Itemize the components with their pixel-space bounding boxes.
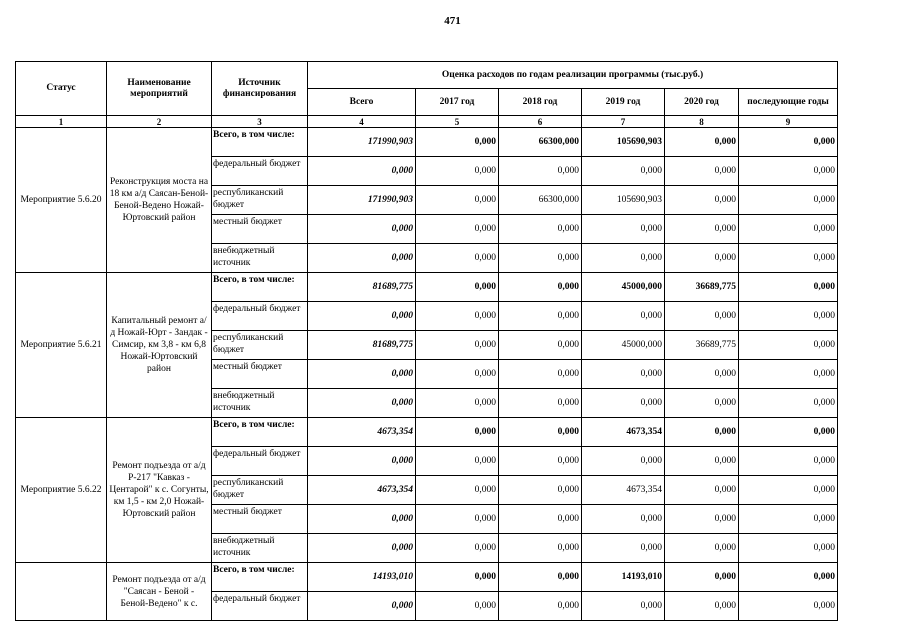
- amount-cell: 0,000: [416, 389, 499, 418]
- amount-cell: 66300,000: [499, 128, 582, 157]
- amount-cell: 0,000: [582, 505, 665, 534]
- funding-source: внебюджетный источник: [212, 389, 308, 418]
- header-year: Всего: [308, 89, 416, 116]
- header-name: Наименование мероприятий: [107, 62, 212, 116]
- amount-cell: 0,000: [665, 505, 739, 534]
- amount-cell: 0,000: [739, 534, 838, 563]
- amount-cell: 0,000: [416, 418, 499, 447]
- column-number: 1: [16, 116, 107, 128]
- funding-source: Всего, в том числе:: [212, 563, 308, 592]
- amount-cell: 0,000: [416, 128, 499, 157]
- amount-cell: 0,000: [739, 186, 838, 215]
- expenses-table: [15, 61, 838, 621]
- amount-cell: 0,000: [739, 331, 838, 360]
- amount-cell: 0,000: [582, 389, 665, 418]
- amount-cell: 0,000: [665, 360, 739, 389]
- column-number: 7: [582, 116, 665, 128]
- amount-cell: 0,000: [499, 389, 582, 418]
- amount-cell: 0,000: [665, 447, 739, 476]
- amount-cell: 0,000: [582, 302, 665, 331]
- measure-status: Мероприятие 5.6.22: [16, 418, 107, 563]
- amount-cell: 0,000: [416, 447, 499, 476]
- amount-cell: 0,000: [308, 360, 416, 389]
- amount-cell: 0,000: [416, 505, 499, 534]
- amount-cell: 0,000: [308, 592, 416, 621]
- amount-cell: 0,000: [739, 157, 838, 186]
- amount-cell: 14193,010: [308, 563, 416, 592]
- amount-cell: 0,000: [739, 418, 838, 447]
- amount-cell: 0,000: [416, 592, 499, 621]
- amount-cell: 0,000: [499, 447, 582, 476]
- amount-cell: 0,000: [308, 215, 416, 244]
- amount-cell: 0,000: [582, 244, 665, 273]
- table-row: [16, 563, 838, 592]
- page-number: 471: [444, 15, 461, 27]
- amount-cell: 0,000: [416, 273, 499, 302]
- measure-status: [16, 563, 107, 621]
- amount-cell: 14193,010: [582, 563, 665, 592]
- table-row: [16, 418, 838, 447]
- funding-source: Всего, в том числе:: [212, 273, 308, 302]
- amount-cell: 0,000: [416, 563, 499, 592]
- funding-source: федеральный бюджет: [212, 302, 308, 331]
- amount-cell: 0,000: [416, 157, 499, 186]
- amount-cell: 0,000: [739, 476, 838, 505]
- funding-source: федеральный бюджет: [212, 447, 308, 476]
- amount-cell: 0,000: [308, 389, 416, 418]
- funding-source: республиканский бюджет: [212, 476, 308, 505]
- funding-source: Всего, в том числе:: [212, 128, 308, 157]
- amount-cell: 0,000: [739, 273, 838, 302]
- amount-cell: 36689,775: [665, 331, 739, 360]
- funding-source: республиканский бюджет: [212, 186, 308, 215]
- funding-source: федеральный бюджет: [212, 157, 308, 186]
- amount-cell: 0,000: [582, 360, 665, 389]
- amount-cell: 0,000: [665, 592, 739, 621]
- column-number: 8: [665, 116, 739, 128]
- amount-cell: 66300,000: [499, 186, 582, 215]
- measure-status: Мероприятие 5.6.20: [16, 128, 107, 273]
- amount-cell: 0,000: [665, 302, 739, 331]
- amount-cell: 0,000: [499, 215, 582, 244]
- amount-cell: 0,000: [665, 418, 739, 447]
- amount-cell: 0,000: [499, 476, 582, 505]
- amount-cell: 0,000: [739, 447, 838, 476]
- amount-cell: 81689,775: [308, 273, 416, 302]
- amount-cell: 171990,903: [308, 128, 416, 157]
- amount-cell: 171990,903: [308, 186, 416, 215]
- amount-cell: 0,000: [739, 563, 838, 592]
- amount-cell: 0,000: [665, 476, 739, 505]
- amount-cell: 0,000: [665, 244, 739, 273]
- amount-cell: 4673,354: [308, 418, 416, 447]
- column-number: 5: [416, 116, 499, 128]
- amount-cell: 0,000: [499, 273, 582, 302]
- measure-name: Ремонт подъезда от а/д Р-217 "Кавказ - Центарой" к с. Согунты, км 1,5 - км 2,0 Ножай-Юртовский район: [107, 418, 212, 563]
- amount-cell: 0,000: [499, 302, 582, 331]
- table-row: [16, 128, 838, 157]
- amount-cell: 0,000: [416, 331, 499, 360]
- amount-cell: 0,000: [665, 563, 739, 592]
- column-number: 9: [739, 116, 838, 128]
- funding-source: федеральный бюджет: [212, 592, 308, 621]
- funding-source: местный бюджет: [212, 215, 308, 244]
- funding-source: местный бюджет: [212, 505, 308, 534]
- funding-source: внебюджетный источник: [212, 534, 308, 563]
- amount-cell: 0,000: [308, 302, 416, 331]
- amount-cell: 0,000: [499, 331, 582, 360]
- amount-cell: 0,000: [499, 563, 582, 592]
- amount-cell: 0,000: [739, 128, 838, 157]
- header-source: Источник финансирования: [212, 62, 308, 116]
- amount-cell: 0,000: [308, 244, 416, 273]
- amount-cell: 4673,354: [308, 476, 416, 505]
- amount-cell: 0,000: [416, 244, 499, 273]
- table-row: [16, 273, 838, 302]
- amount-cell: 45000,000: [582, 331, 665, 360]
- funding-source: местный бюджет: [212, 360, 308, 389]
- amount-cell: 36689,775: [665, 273, 739, 302]
- amount-cell: 0,000: [499, 360, 582, 389]
- amount-cell: 0,000: [308, 447, 416, 476]
- amount-cell: 0,000: [739, 389, 838, 418]
- amount-cell: 0,000: [308, 505, 416, 534]
- amount-cell: 0,000: [739, 592, 838, 621]
- amount-cell: 0,000: [416, 534, 499, 563]
- column-number: 2: [107, 116, 212, 128]
- amount-cell: 0,000: [416, 302, 499, 331]
- amount-cell: 0,000: [582, 447, 665, 476]
- funding-source: Всего, в том числе:: [212, 418, 308, 447]
- amount-cell: 0,000: [739, 360, 838, 389]
- amount-cell: 81689,775: [308, 331, 416, 360]
- amount-cell: 0,000: [665, 157, 739, 186]
- amount-cell: 0,000: [499, 244, 582, 273]
- amount-cell: 0,000: [308, 534, 416, 563]
- amount-cell: 0,000: [665, 128, 739, 157]
- amount-cell: 0,000: [739, 505, 838, 534]
- funding-source: внебюджетный источник: [212, 244, 308, 273]
- header-year: 2020 год: [665, 89, 739, 116]
- amount-cell: 0,000: [499, 505, 582, 534]
- amount-cell: 0,000: [739, 244, 838, 273]
- amount-cell: 45000,000: [582, 273, 665, 302]
- amount-cell: 0,000: [739, 215, 838, 244]
- amount-cell: 0,000: [665, 186, 739, 215]
- header-status: Статус: [16, 62, 107, 116]
- measure-name: Реконструкция моста на 18 км а/д Саясан-Беной-Беной-Ведено Ножай-Юртовский район: [107, 128, 212, 273]
- amount-cell: 0,000: [499, 592, 582, 621]
- amount-cell: 4673,354: [582, 476, 665, 505]
- header-year: последующие годы: [739, 89, 838, 116]
- measure-status: Мероприятие 5.6.21: [16, 273, 107, 418]
- table-body: [16, 128, 838, 621]
- amount-cell: 0,000: [739, 302, 838, 331]
- amount-cell: 105690,903: [582, 186, 665, 215]
- amount-cell: 0,000: [416, 476, 499, 505]
- amount-cell: 0,000: [582, 215, 665, 244]
- amount-cell: 0,000: [665, 215, 739, 244]
- column-number: 6: [499, 116, 582, 128]
- column-number: 4: [308, 116, 416, 128]
- amount-cell: 0,000: [499, 418, 582, 447]
- amount-cell: 105690,903: [582, 128, 665, 157]
- header-year: 2017 год: [416, 89, 499, 116]
- amount-cell: 0,000: [416, 360, 499, 389]
- amount-cell: 0,000: [665, 389, 739, 418]
- funding-source: республиканский бюджет: [212, 331, 308, 360]
- amount-cell: 0,000: [416, 186, 499, 215]
- amount-cell: 0,000: [582, 534, 665, 563]
- amount-cell: 0,000: [499, 157, 582, 186]
- amount-cell: 0,000: [308, 157, 416, 186]
- amount-cell: 0,000: [582, 157, 665, 186]
- amount-cell: 4673,354: [582, 418, 665, 447]
- header-year: 2018 год: [499, 89, 582, 116]
- amount-cell: 0,000: [582, 592, 665, 621]
- column-number: 3: [212, 116, 308, 128]
- measure-name: Ремонт подъезда от а/д "Саясан - Беной - Беной-Ведено" к с.: [107, 563, 212, 621]
- amount-cell: 0,000: [665, 534, 739, 563]
- table-container: [15, 61, 837, 611]
- header-estimate: Оценка расходов по годам реализации программы (тыс.руб.): [308, 62, 838, 89]
- header-year: 2019 год: [582, 89, 665, 116]
- amount-cell: 0,000: [416, 215, 499, 244]
- amount-cell: 0,000: [499, 534, 582, 563]
- measure-name: Капитальный ремонт а/д Ножай-Юрт - Зандак - Симсир, км 3,8 - км 6,8 Ножай-Юртовский район: [107, 273, 212, 418]
